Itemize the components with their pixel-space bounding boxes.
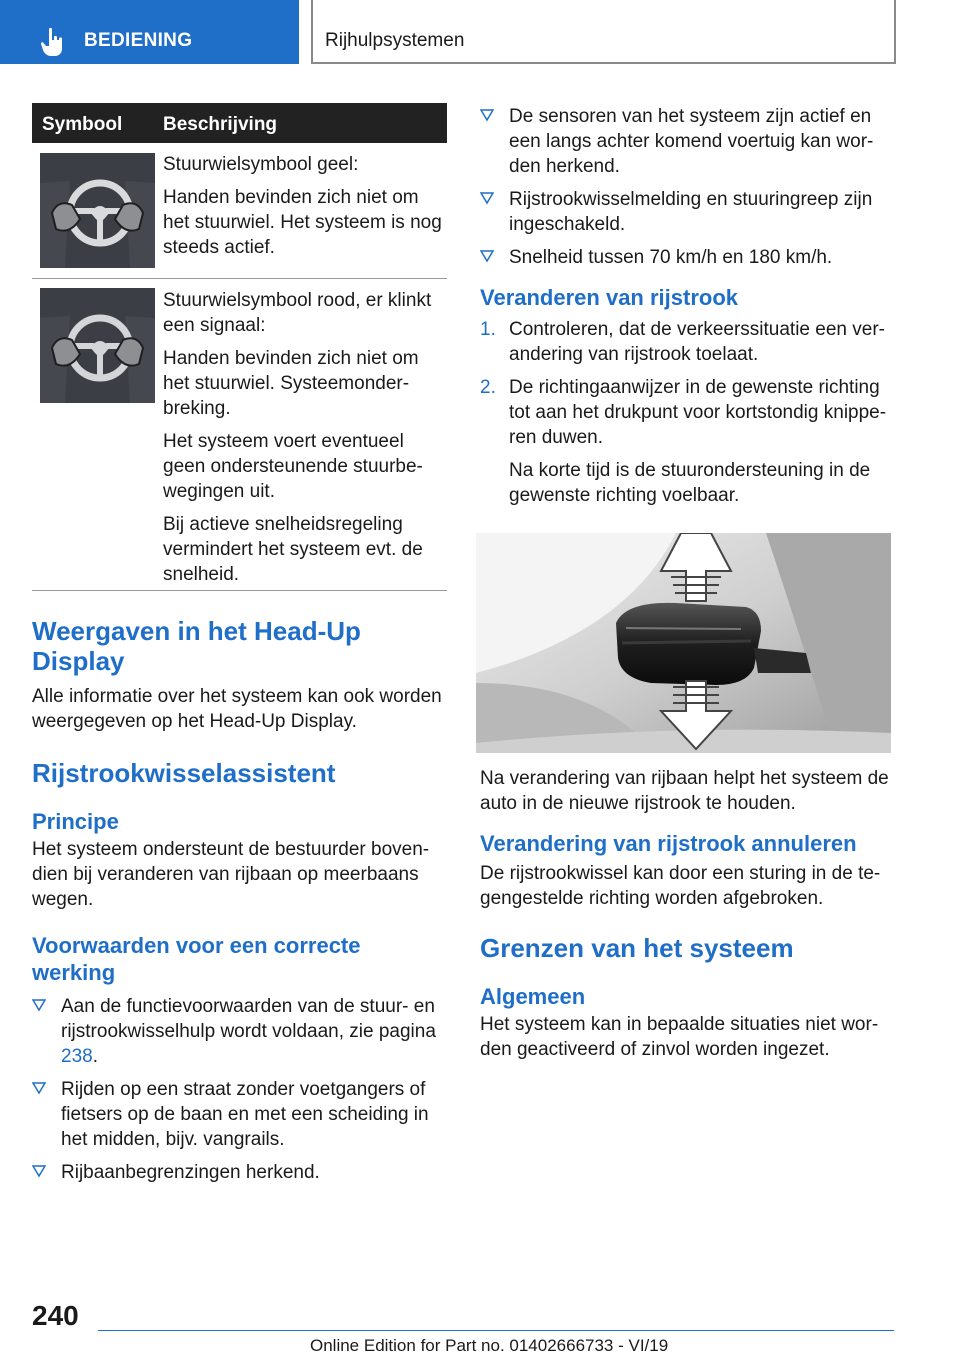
section-title: BEDIENING: [84, 30, 193, 51]
condition-text: Rijstrookwisselmelding en stuuringreep zijn ingeschakeld.: [509, 189, 873, 235]
condition-text: De sensoren van het systeem zijn actief en een langs achter komend voertuig kan worden herkend.: [509, 106, 874, 177]
row-2-paragraph-2: Handen bevinden zich niet om het stuurwiel. Systeemonderbreking.: [163, 348, 419, 419]
chapter-title: Rijhulpsystemen: [325, 30, 465, 51]
hud-text: Alle informatie over het systeem kan ook worden weergegeven op het Head-Up Display.: [32, 686, 442, 732]
list-item: [480, 104, 892, 179]
right-column: [480, 104, 892, 516]
list-item: [32, 1077, 447, 1152]
table-row-1-description: [163, 152, 447, 268]
list-item: [32, 1160, 447, 1185]
cancel-text: De rijstrookwissel kan door een sturing in de tegengestelde richting worden afgebroken.: [480, 863, 881, 909]
section-tab[interactable]: [0, 0, 299, 64]
step-number: 2.: [480, 377, 496, 398]
turn-signal-lever-illustration: [476, 533, 891, 753]
footer-edition: Online Edition for Part no. 01402666733 - VI/19: [310, 1336, 669, 1355]
lca-heading: Rijstrookwisselassistent: [32, 758, 336, 788]
condition-text-end: .: [92, 1046, 98, 1067]
after-image-text: Na verandering van rijbaan helpt het systeem de auto in de nieuwe rijstrook te houden.: [480, 768, 889, 814]
conditions-heading: Voorwaarden voor een correcte werking: [32, 933, 361, 985]
list-item: [480, 245, 892, 270]
table-header: [32, 103, 447, 143]
list-item: [480, 317, 892, 367]
triangle-bullet-icon: [480, 249, 494, 263]
triangle-bullet-icon: [32, 1081, 46, 1095]
change-lane-heading: Veranderen van rijstrook: [480, 285, 738, 310]
list-item: [480, 187, 892, 237]
limits-heading: Grenzen van het systeem: [480, 933, 794, 963]
condition-text: Aan de functievoorwaarden van de stuur- en rijstrookwisselhulp wordt voldaan, zie pagina: [61, 996, 436, 1042]
condition-text: Snelheid tussen 70 km/h en 180 km/h.: [509, 247, 833, 268]
step-text: Controleren, dat de verkeerssituatie een verandering van rijstrook toelaat.: [509, 319, 885, 365]
step-text: De richtingaanwijzer in de gewenste richting tot aan het drukpunt voor kortstondig knipperen duwen.: [509, 377, 887, 448]
row-1-paragraph-2: Handen bevinden zich niet om het stuurwiel. Het systeem is nog steeds actief.: [163, 187, 442, 258]
general-text: Het systeem kan in bepaalde situaties niet worden geactiveerd of zinvol worden ingezet.: [480, 1014, 879, 1060]
step-number: 1.: [480, 319, 496, 340]
table-row-divider: [32, 278, 447, 279]
hud-heading: Weergaven in het Head-Up Display: [32, 616, 361, 676]
table-bottom-divider: [32, 590, 447, 591]
cancel-heading: Verandering van rijstrook annuleren: [480, 831, 857, 856]
footer-divider: [98, 1330, 894, 1331]
page-number: 240: [32, 1300, 79, 1331]
triangle-bullet-icon: [32, 998, 46, 1012]
condition-text: Rijden op een straat zonder voetgangers of fietsers op de baan en met een scheiding in het midden, bijv. vangrails.: [61, 1079, 429, 1150]
row-2-paragraph-4: Bij actieve snelheidsregeling vermindert het systeem evt. de snelheid.: [163, 514, 423, 585]
hand-pointer-icon: [40, 27, 66, 57]
steering-wheel-yellow-icon: [40, 153, 155, 268]
column-header-description: Beschrijving: [163, 114, 278, 135]
condition-text: Rijbaanbegrenzingen herkend.: [61, 1162, 320, 1183]
row-2-paragraph-3: Het systeem voert eventueel geen ondersteunende stuurbewegingen uit.: [163, 431, 423, 502]
left-column: [32, 616, 447, 1193]
principle-text: Het systeem ondersteunt de bestuurder bovendien bij veranderen van rijbaan op meerbaans wegen.: [32, 839, 430, 910]
triangle-bullet-icon: [32, 1164, 46, 1178]
right-column-lower: [480, 766, 892, 1062]
principle-heading: Principe: [32, 809, 119, 834]
general-heading: Algemeen: [480, 984, 586, 1009]
column-header-symbol: Symbool: [42, 114, 123, 135]
triangle-bullet-icon: [480, 108, 494, 122]
page-link-238[interactable]: 238: [61, 1046, 93, 1067]
list-item: [480, 375, 892, 508]
row-1-paragraph-1: Stuurwielsymbool geel:: [163, 154, 359, 175]
table-row-2-description: [163, 288, 447, 595]
row-2-paragraph-1: Stuurwielsymbool rood, er klinkt een signaal:: [163, 290, 432, 336]
triangle-bullet-icon: [480, 191, 494, 205]
steering-wheel-red-icon: [40, 288, 155, 403]
step-text-note: Na korte tijd is de stuurondersteuning in de gewenste richting voelbaar.: [509, 460, 871, 506]
list-item: [32, 994, 447, 1069]
